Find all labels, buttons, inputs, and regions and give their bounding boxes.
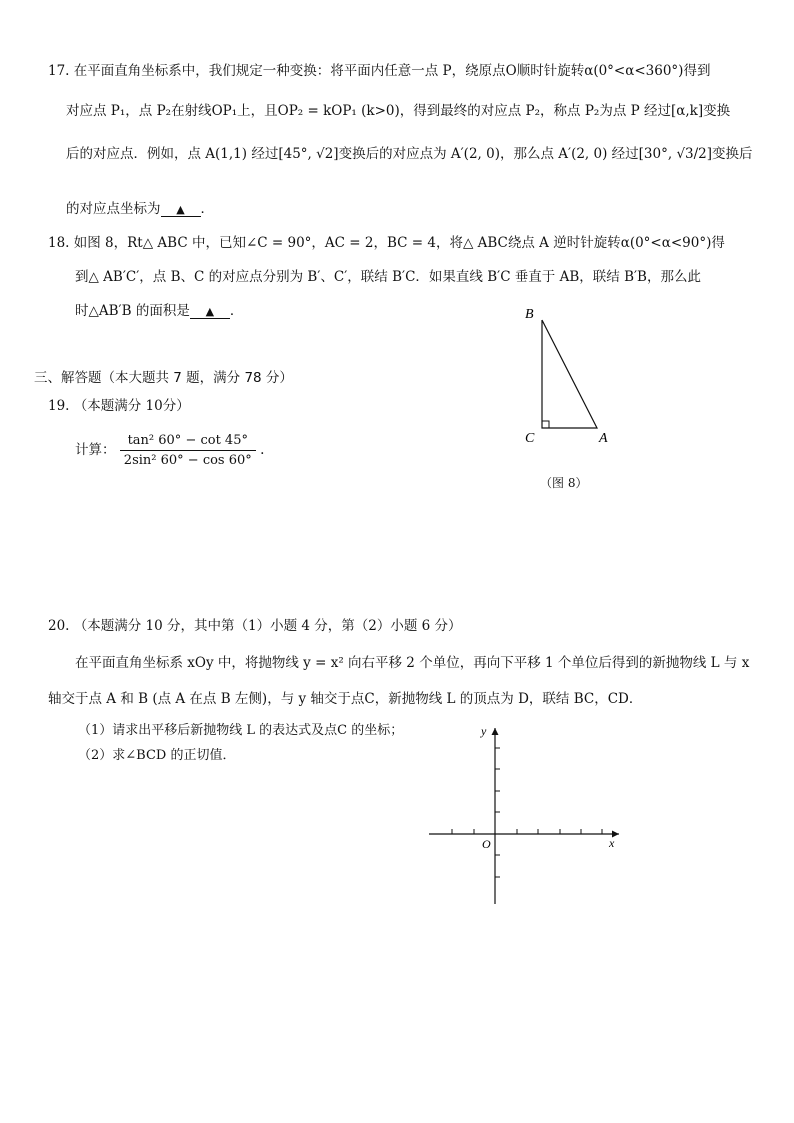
figure-8-triangle: [515, 300, 625, 450]
q17-answer-blank: ▲: [161, 203, 201, 217]
q18-line1: 18. 如图 8，Rt△ ABC 中，已知∠C = 90°，AC = 2，BC = 4，将△ ABC绕点 A 逆时针旋转α(0°<α<90°)得: [48, 235, 725, 251]
q20-sub2: （2）求∠BCD 的正切值．: [78, 748, 236, 763]
q19-numerator: tan² 60° − cot 45°: [120, 431, 256, 451]
q20-header: 20. （本题满分 10 分，其中第（1）小题 4 分，第（2）小题 6 分）: [48, 618, 462, 634]
q17-line1: 17. 在平面直角坐标系中，我们规定一种变换：将平面内任意一点 P，绕原点O顺时针旋转α(0°<α<360°)得到: [48, 63, 711, 79]
axis-ticks: [452, 748, 602, 877]
q19-expression: [75, 430, 264, 470]
triangle-abc: [542, 320, 597, 428]
section-3-title: 三、解答题（本大题共 7 题，满分 78 分）: [34, 370, 293, 386]
q20-line1: 在平面直角坐标系 xOy 中，将抛物线 y = x² 向右平移 2 个单位，再向下平移 1 个单位后得到的新抛物线 L 与 x: [75, 655, 750, 671]
q19-header: 19. （本题满分 10分）: [48, 398, 190, 414]
fig8-caption: （图 8）: [540, 476, 588, 490]
right-angle-mark: [542, 421, 549, 428]
fig8-label-a: A: [599, 431, 608, 446]
q18-line3: [75, 302, 243, 320]
q19-end: .: [260, 442, 265, 458]
q18-line2: 到△ AB′C′，点 B、C 的对应点分别为 B′、C′，联结 B′C．如果直线 B′C 垂直于 AB，联结 B′B，那么此: [75, 269, 701, 285]
q17-line3: 后的对应点．例如，点 A(1,1) 经过[45°, √2]变换后的对应点为 A′(2, 0)，那么点 A′(2, 0) 经过[30°, √3/2]变换后: [66, 146, 753, 162]
q17-line2: 对应点 P₁，点 P₂在射线OP₁上，且OP₂ = kOP₁ (k>0)，得到最终的对应点 P₂，称点 P₂为点 P 经过[α,k]变换: [66, 103, 731, 119]
origin-label: O: [482, 837, 491, 851]
y-axis-label: y: [481, 724, 487, 738]
q19-calc-label: 计算：: [75, 442, 116, 458]
coordinate-axes: [425, 720, 625, 910]
q18-answer-blank: ▲: [190, 305, 230, 319]
fig8-label-c: C: [525, 431, 535, 446]
q19-fraction: [120, 431, 256, 470]
x-axis-label: x: [609, 836, 615, 850]
q20-sub1: （1）请求出平移后新抛物线 L 的表达式及点C 的坐标；: [78, 723, 404, 738]
q18-line3-post: ．: [229, 303, 244, 319]
q17-line4-post: ．: [200, 201, 214, 217]
q20-line2: 轴交于点 A 和 B (点 A 在点 B 左侧)，与 y 轴交于点C，新抛物线 L 的顶点为 D，联结 BC，CD．: [48, 691, 643, 707]
fig8-label-b: B: [525, 307, 534, 322]
q19-denominator: 2sin² 60° − cos 60°: [123, 453, 252, 468]
q18-line3-pre: 时△AB′B 的面积是: [75, 303, 190, 319]
q17-line4: [66, 200, 214, 218]
q17-line4-pre: 的对应点坐标为: [66, 201, 161, 217]
